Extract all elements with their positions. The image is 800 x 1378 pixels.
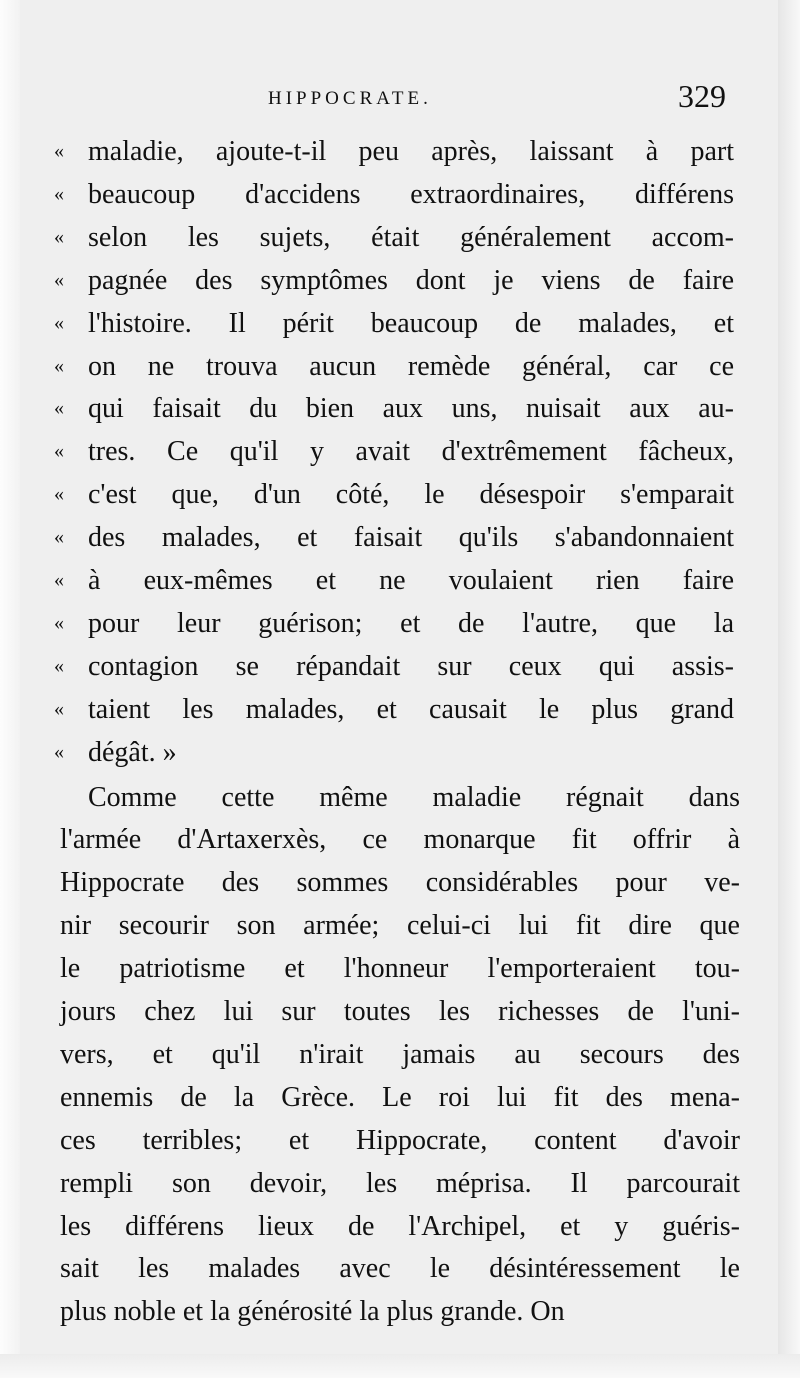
text-line: à eux-mêmes et ne voulaient rien faire — [88, 565, 734, 596]
quoted-line — [0, 688, 800, 731]
quoted-line — [0, 602, 800, 645]
quote-mark: « — [54, 526, 64, 549]
quoted-line — [0, 387, 800, 430]
text-line: beaucoup d'accidens extraordinaires, différens — [88, 178, 734, 210]
quote-mark: « — [54, 140, 64, 162]
quoted-line — [0, 130, 800, 173]
text-line: qui faisait du bien aux uns, nuisait aux au- — [88, 393, 734, 425]
quoted-line — [0, 173, 800, 216]
text-line: contagion se répandait sur ceux qui assis- — [88, 650, 734, 682]
quoted-line — [0, 473, 800, 516]
text-line: maladie, ajoute-t-il peu après, laissant à part — [88, 136, 734, 167]
quote-mark: « — [54, 440, 64, 463]
paragraph-line — [0, 1247, 800, 1290]
paragraph-line — [0, 776, 800, 819]
quoted-line — [0, 430, 800, 473]
quote-mark: « — [54, 654, 64, 677]
quote-mark: « — [54, 611, 64, 634]
quote-mark: « — [54, 483, 64, 506]
text-line: sait les malades avec le désintéressement le — [60, 1253, 740, 1285]
quote-mark: « — [54, 311, 64, 334]
paragraph-line — [0, 861, 800, 904]
paragraph-line — [0, 1162, 800, 1205]
text-line: le patriotisme et l'honneur l'emporteraient tou- — [60, 953, 740, 985]
quote-mark: « — [54, 569, 64, 591]
text-line: ces terribles; et Hippocrate, content d'avoir — [60, 1124, 740, 1156]
quoted-line — [0, 731, 800, 774]
quoted-line — [0, 345, 800, 388]
paragraph-line — [0, 904, 800, 947]
text-line: nir secourir son armée; celui-ci lui fit dire que — [60, 910, 740, 942]
page-number: 329 — [678, 78, 726, 114]
paragraph-line — [0, 990, 800, 1033]
quoted-line — [0, 645, 800, 688]
paragraph-line — [0, 1290, 800, 1333]
text-line: jours chez lui sur toutes les richesses de l'uni- — [60, 996, 740, 1027]
text-line: des malades, et faisait qu'ils s'abandonnaient — [88, 522, 734, 554]
quoted-line — [0, 302, 800, 345]
quote-mark: « — [54, 182, 64, 205]
text-line: ennemis de la Grèce. Le roi lui fit des mena- — [60, 1081, 740, 1113]
text-line: l'armée d'Artaxerxès, ce monarque fit offrir à — [60, 824, 740, 856]
quote-mark: « — [54, 397, 64, 420]
text-line: on ne trouva aucun remède général, car ce — [88, 350, 734, 382]
text-line: pour leur guérison; et de l'autre, que la — [88, 607, 734, 639]
quote-mark: « — [54, 225, 64, 248]
paragraph-line — [0, 1033, 800, 1076]
quoted-line — [0, 559, 800, 602]
quote-mark: « — [54, 697, 64, 720]
quote-mark: « — [54, 268, 64, 291]
quote-mark: « — [54, 354, 64, 377]
text-line: dégât. » — [88, 736, 177, 768]
text-line: rempli son devoir, les méprisa. Il parcourait — [60, 1167, 740, 1199]
text-line: Hippocrate des sommes considérables pour ve- — [60, 867, 740, 899]
text-line: pagnée des symptômes dont je viens de faire — [88, 264, 734, 296]
page-bottom-margin-shadow — [0, 1354, 800, 1378]
text-line: plus noble et la générosité la plus grande. On — [60, 1296, 565, 1328]
quoted-line — [0, 516, 800, 559]
paragraph-line — [0, 1076, 800, 1119]
text-line: taient les malades, et causait le plus grand — [88, 693, 734, 725]
text-line: selon les sujets, était généralement accom- — [88, 221, 734, 253]
paragraph-line — [0, 1205, 800, 1248]
text-line: Comme cette même maladie régnait dans — [88, 781, 740, 813]
text-line: c'est que, d'un côté, le désespoir s'emparait — [88, 479, 734, 511]
quoted-line — [0, 216, 800, 259]
paragraph-line — [0, 947, 800, 990]
quoted-line — [0, 259, 800, 302]
text-line: vers, et qu'il n'irait jamais au secours des — [60, 1038, 740, 1070]
paragraph-line — [0, 1119, 800, 1162]
running-head: HIPPOCRATE. — [268, 88, 432, 109]
paragraph-line — [0, 818, 800, 861]
text-line: les différens lieux de l'Archipel, et y guéris- — [60, 1210, 740, 1242]
text-line: tres. Ce qu'il y avait d'extrêmement fâcheux, — [88, 436, 734, 468]
quote-mark: « — [54, 740, 64, 763]
text-line: l'histoire. Il périt beaucoup de malades, et — [88, 307, 734, 339]
